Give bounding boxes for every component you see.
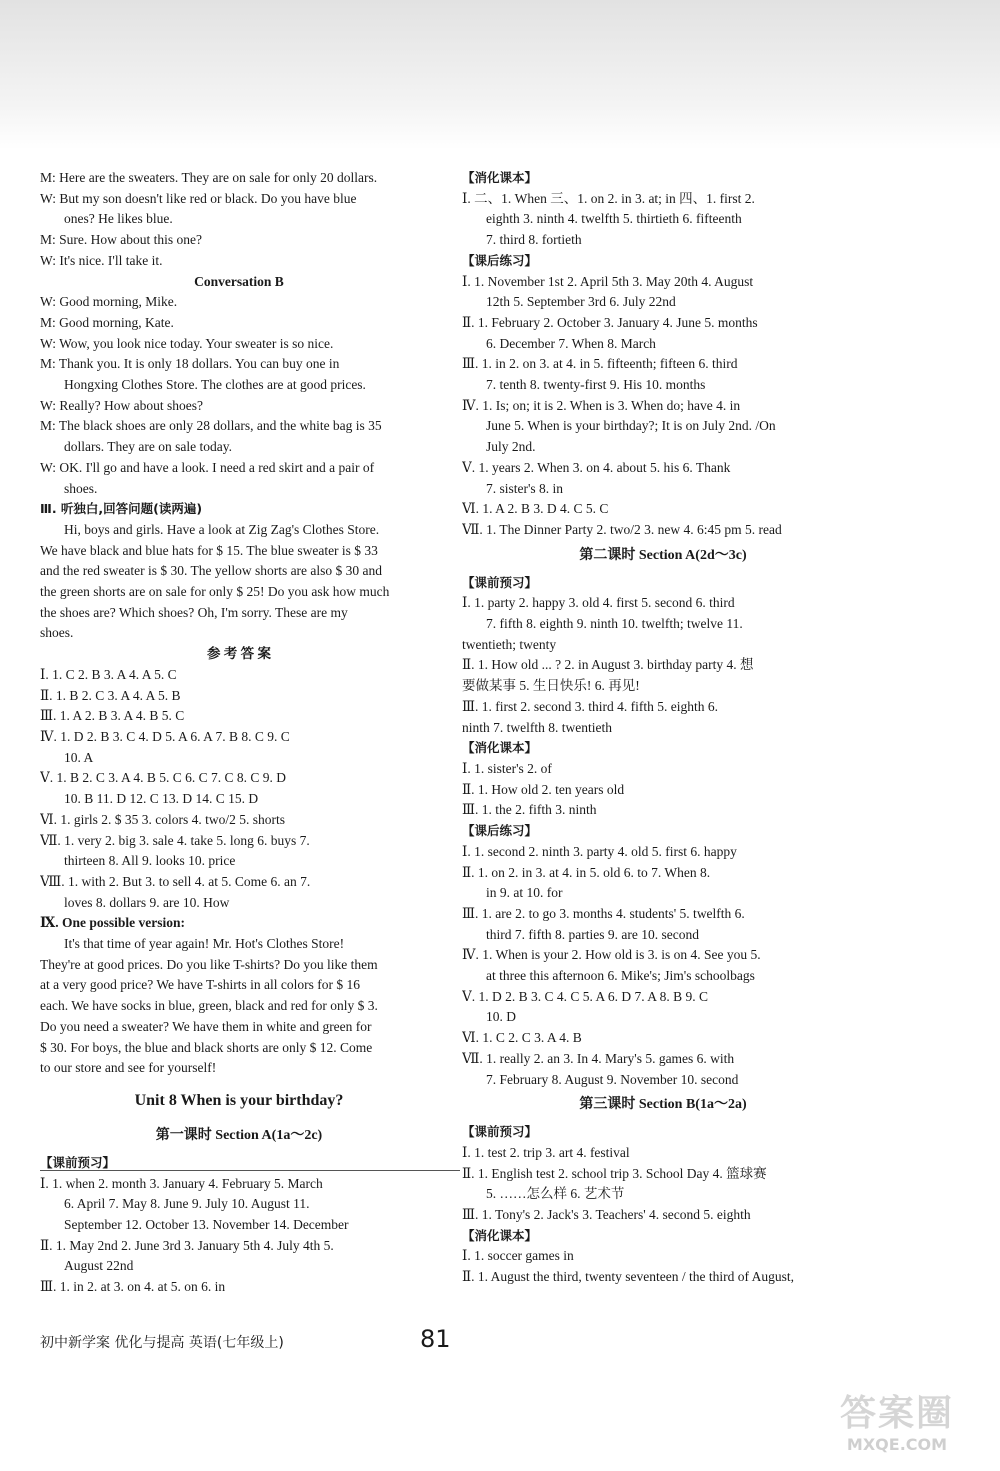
text-line: W: Good morning, Mike.	[40, 294, 178, 310]
answer-line: Ⅵ. 1. A 2. B 3. D 4. C 5. C	[462, 501, 609, 517]
practice2	[462, 842, 864, 1090]
preview2	[462, 593, 864, 738]
answer-line: 7. sister's 8. in	[486, 480, 564, 496]
answer-line: Ⅲ. 1. A 2. B 3. A 4. B 5. C	[40, 708, 185, 724]
answer-line: Ⅱ. 1. How old ... ? 2. in August 3. birthday party 4. 想	[462, 657, 754, 673]
answer-line: Ⅷ. 1. with 2. But 3. to sell 4. at 5. Come 6. an 7.	[40, 873, 311, 889]
answer-line: twentieth; twenty	[462, 636, 557, 652]
answer-line: Ⅱ. 1. February 2. October 3. January 4. June 5. months	[462, 314, 758, 330]
text-line: M: Here are the sweaters. They are on sale for only 20 dollars.	[40, 170, 378, 185]
text-line: Do you need a sweater? We have them in white and green for	[40, 1018, 372, 1034]
answer-line: Ⅱ. 1. August the third, twenty seventeen / the third of August,	[462, 1269, 795, 1285]
practice-tag: 【课后练习】	[462, 252, 538, 268]
answer-line: thirteen 8. All 9. looks 10. price	[64, 853, 236, 869]
page-number: 81	[420, 1325, 451, 1353]
answer-line: Ⅵ. 1. girls 2. $ 35 3. colors 4. two/2 5. shorts	[40, 811, 285, 827]
digest1	[462, 189, 864, 251]
answer-line: in 9. at 10. for	[486, 885, 563, 901]
digest2	[462, 759, 864, 821]
listen-heading: Ⅲ. 听独白,回答问题(读两遍)	[40, 501, 203, 517]
answer-line: ninth 7. twelfth 8. twentieth	[462, 719, 612, 735]
answer-line: 10. B 11. D 12. C 13. D 14. C 15. D	[64, 791, 259, 807]
text-line: W: Really? How about shoes?	[40, 397, 203, 413]
answer-line: Ⅲ. 1. Tony's 2. Jack's 3. Teachers' 4. second 5. eighth	[462, 1207, 751, 1223]
text-line: Hi, boys and girls. Have a look at Zig Zag's Clothes Store.	[64, 521, 380, 537]
answers-title: 参 考 答 案	[206, 646, 272, 662]
answer-line: third 7. fifth 8. parties 9. are 10. second	[486, 926, 699, 942]
digest-tag: 【消化课本】	[462, 170, 538, 185]
answer-line: 12th 5. September 3rd 6. July 22nd	[486, 294, 676, 310]
answer-line: 7. fifth 8. eighth 9. ninth 10. twelfth; twelve 11.	[486, 616, 743, 632]
text-line: dollars. They are on sale today.	[64, 439, 232, 455]
text-line: and the red sweater is $ 30. The yellow shorts are also $ 30 and	[40, 563, 383, 579]
answer-line: Ⅰ. 1. soccer games in	[462, 1248, 574, 1264]
text-line: W: But my son doesn't like red or black. Do you have blue	[40, 190, 357, 206]
answer-line: 10. D	[486, 1009, 516, 1025]
answer-line: Ⅰ. 1. November 1st 2. April 5th 3. May 20th 4. August	[462, 273, 754, 289]
text-line: M: Good morning, Kate.	[40, 314, 174, 330]
footer-divider	[40, 1170, 460, 1171]
conversation-b-title: Conversation B	[194, 273, 284, 289]
answer-line: eighth 3. ninth 4. twelfth 5. thirtieth 6. fifteenth	[486, 211, 742, 227]
digest-tag: 【消化课本】	[462, 1227, 538, 1243]
left-column	[40, 168, 438, 1298]
answer-line: Ⅶ. 1. very 2. big 3. sale 4. take 5. long 6. buys 7.	[40, 832, 310, 848]
answer-line: 5. ……怎么样 6. 艺术节	[486, 1186, 625, 1202]
answer-line: Ⅳ. 1. Is; on; it is 2. When is 3. When do; have 4. in	[462, 397, 741, 413]
unit-title: Unit 8 When is your birthday?	[134, 1091, 344, 1109]
text-line: $ 30. For boys, the blue and black shorts are only $ 12. Come	[40, 1039, 373, 1055]
answer-line: loves 8. dollars 9. are 10. How	[64, 894, 230, 910]
answer-line: Ⅱ. 1. on 2. in 3. at 4. in 5. old 6. to 7. When 8.	[462, 864, 711, 880]
practice-tag: 【课后练习】	[462, 823, 538, 839]
preview-tag: 【课前预习】	[462, 1124, 538, 1140]
answer-line: Ⅶ. 1. really 2. an 3. In 4. Mary's 5. games 6. with	[462, 1050, 735, 1066]
text-line: It's that time of year again! Mr. Hot's Clothes Store!	[64, 936, 345, 952]
answer-line: July 2nd.	[486, 439, 536, 455]
answer-line: Ⅳ. 1. D 2. B 3. C 4. D 5. A 6. A 7. B 8. C 9. C	[40, 728, 290, 744]
answer-line: Ⅸ. One possible version:	[40, 915, 185, 931]
preview-tag: 【课前预习】	[462, 574, 538, 590]
digest3	[462, 1246, 864, 1287]
answer-line: 7. third 8. fortieth	[486, 232, 582, 248]
answer-line: Ⅲ. 1. first 2. second 3. third 4. fifth 5. eighth 6.	[462, 698, 718, 714]
answer-line: Ⅲ. 1. the 2. fifth 3. ninth	[462, 802, 597, 818]
lesson1-answers	[40, 1174, 438, 1298]
answer-line: Ⅵ. 1. C 2. C 3. A 4. B	[462, 1030, 582, 1046]
answer-line: Ⅰ. 1. sister's 2. of	[462, 760, 552, 776]
lesson1-title: 第一课时 Section A(1a～2c)	[155, 1127, 323, 1143]
scan-top-band	[0, 0, 1000, 150]
answer-line: at three this afternoon 6. Mike's; Jim's schoolbags	[486, 968, 755, 984]
text-line: the green shorts are on sale for only $ 25! Do you ask how much	[40, 584, 390, 600]
text-line: W: OK. I'll go and have a look. I need a red skirt and a pair of	[40, 459, 375, 475]
text-line: They're at good prices. Do you like T-shirts? Do you like them	[40, 956, 378, 972]
answer-line: Ⅰ. 1. C 2. B 3. A 4. A 5. C	[40, 666, 177, 682]
conversation-a-tail	[40, 168, 438, 272]
right-column	[462, 168, 864, 1288]
text-line: each. We have socks in blue, green, black and red for only $ 3.	[40, 998, 378, 1014]
monologue	[40, 520, 438, 644]
text-line: We have black and blue hats for $ 15. The blue sweater is $ 33	[40, 542, 378, 558]
text-line: W: Wow, you look nice today. Your sweater is so nice.	[40, 335, 334, 351]
answer-line: Ⅰ. 1. test 2. trip 3. art 4. festival	[462, 1144, 630, 1160]
answer-line: Ⅴ. 1. D 2. B 3. C 4. C 5. A 6. D 7. A 8. B 9. C	[462, 988, 709, 1004]
answer-line: 要做某事 5. 生日快乐! 6. 再见!	[462, 678, 640, 694]
answer-line: June 5. When is your birthday?; It is on July 2nd. /On	[486, 418, 776, 434]
text-line: at a very good price? We have T-shirts in all colors for $ 16	[40, 977, 360, 993]
answer-line: Ⅰ. 1. party 2. happy 3. old 4. first 5. second 6. third	[462, 595, 735, 611]
answer-line: August 22nd	[64, 1258, 134, 1274]
answer-line: Ⅰ. 二、1. When 三、1. on 2. in 3. at; in 四、1. first 2.	[462, 190, 755, 206]
answer-line: Ⅱ. 1. B 2. C 3. A 4. A 5. B	[40, 687, 181, 703]
answer-line: Ⅴ. 1. years 2. When 3. on 4. about 5. his 6. Thank	[462, 459, 731, 475]
answer-line: 10. A	[64, 749, 94, 765]
answer-line: Ⅱ. 1. English test 2. school trip 3. School Day 4. 篮球赛	[462, 1165, 767, 1181]
answer-line: September 12. October 13. November 14. December	[64, 1217, 349, 1233]
answer-line: 7. February 8. August 9. November 10. second	[486, 1071, 739, 1087]
preview3	[462, 1143, 864, 1226]
answer-line: 6. December 7. When 8. March	[486, 335, 656, 351]
answer-line: 6. April 7. May 8. June 9. July 10. August 11.	[64, 1196, 310, 1212]
book-title: 初中新学案 优化与提高 英语(七年级上)	[40, 1335, 284, 1351]
watermark-url: MXQE.COM	[846, 1435, 948, 1454]
text-line: ones? He likes blue.	[64, 211, 173, 227]
text-line: shoes.	[64, 480, 98, 496]
conversation-b	[40, 292, 438, 499]
lesson2-title: 第二课时 Section A(2d～3c)	[579, 547, 747, 563]
answer-line: 7. tenth 8. twenty-first 9. His 10. months	[486, 377, 706, 393]
text-line: Hongxing Clothes Store. The clothes are at good prices.	[64, 377, 366, 393]
text-line: W: It's nice. I'll take it.	[40, 252, 163, 268]
answer-line: Ⅲ. 1. are 2. to go 3. months 4. students' 5. twelfth 6.	[462, 905, 745, 921]
answer-line: Ⅴ. 1. B 2. C 3. A 4. B 5. C 6. C 7. C 8. C 9. D	[40, 770, 287, 786]
answer-line: Ⅲ. 1. in 2. at 3. on 4. at 5. on 6. in	[40, 1279, 226, 1295]
practice1	[462, 272, 864, 541]
answer-line: Ⅱ. 1. May 2nd 2. June 3rd 3. January 5th 4. July 4th 5.	[40, 1237, 334, 1253]
text-line: M: Sure. How about this one?	[40, 232, 202, 248]
lesson3-title: 第三课时 Section B(1a～2a)	[579, 1097, 747, 1113]
text-line: shoes.	[40, 625, 74, 641]
text-line: to our store and see for yourself!	[40, 1060, 217, 1076]
answer-line: Ⅲ. 1. in 2. on 3. at 4. in 5. fifteenth; fifteen 6. third	[462, 356, 738, 372]
answer-line: Ⅶ. 1. The Dinner Party 2. two/2 3. new 4. 6:45 pm 5. read	[462, 521, 782, 537]
answer-key	[40, 665, 438, 934]
watermark-cn: 答案圈	[839, 1393, 954, 1434]
text-line: the shoes are? Which shoes? Oh, I'm sorry. These are my	[40, 604, 348, 620]
sample-essay	[40, 934, 438, 1079]
answer-line: Ⅱ. 1. How old 2. ten years old	[462, 781, 625, 797]
preview-tag: 【课前预习】	[40, 1154, 116, 1170]
watermark-logo	[832, 1385, 962, 1457]
text-line: M: Thank you. It is only 18 dollars. You can buy one in	[40, 356, 340, 372]
answer-line: Ⅰ. 1. when 2. month 3. January 4. February 5. March	[40, 1175, 323, 1191]
answer-line: Ⅳ. 1. When is your 2. How old is 3. is on 4. See you 5.	[462, 947, 761, 963]
digest-tag: 【消化课本】	[462, 740, 538, 756]
answer-line: Ⅰ. 1. second 2. ninth 3. party 4. old 5. first 6. happy	[462, 843, 737, 859]
text-line: M: The black shoes are only 28 dollars, and the white bag is 35	[40, 418, 382, 434]
